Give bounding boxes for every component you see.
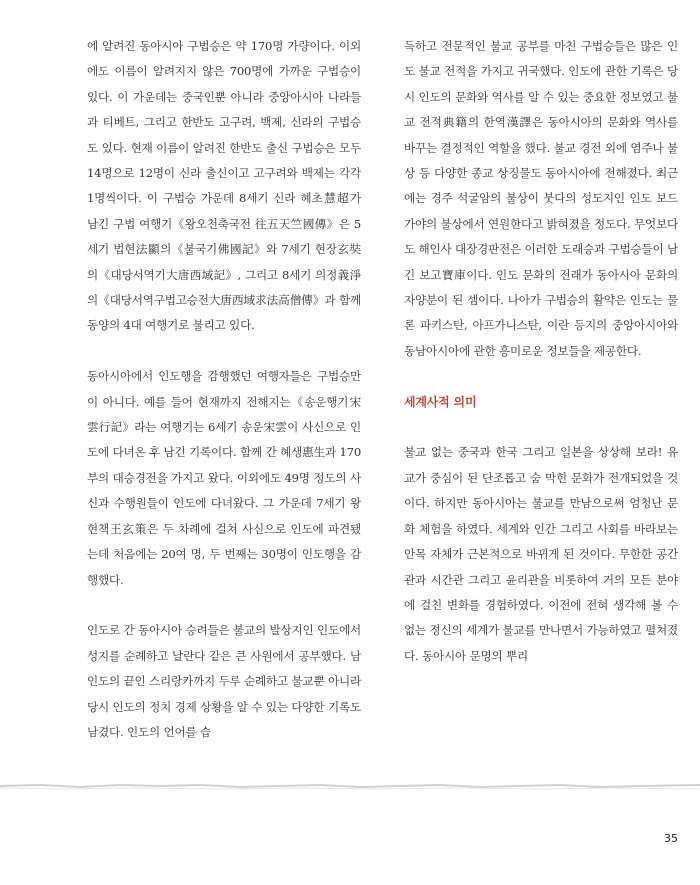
right-paragraph-1: 득하고 전문적인 불교 공부를 마친 구법승들은 많은 인도 불교 전적을 가지고 귀국했다. 인도에 관한 기록은 당시 인도의 문화와 역사를 알 수 있는 중요한 정보였고 불교 전적典籍의 한역漢譯은 동아시아의 문화와 역사를 바꾸는 결정적인 역할을 했다. 불교 경전 외에 염주나 불상 등 다양한 종교 상징물도 동아시아에 전해졌다. 최근에는 경주 석굴암의 불상이 붓다의 성도지인 인도 보드가야의 불상에서 연원한다고 밝혀졌을 정도다. 무엇보다도 해인사 대장경판전은 이러한 도래승과 구법승들이 남긴 보고寶庫이다. 인도 문화의 전래가 동아시아 문화의 자양분이 된 셈이다. 나아가 구법승의 활약은 인도는 물론 파키스탄, 아프가니스탄, 이란 등지의 중앙아시아와 동남아시아에 관한 흥미로운 정보들을 제공한다. (404, 39, 678, 358)
page-number: 35 (664, 832, 678, 845)
right-section-paragraph: 불교 없는 중국과 한국 그리고 일본을 상상해 보라! 유교가 중심이 된 단조롭고 숨 막힌 문화가 전개되었을 것이다. 하지만 동아시아는 불교를 만남으로써 엄청난 문화 체험을 하였다. 세계와 인간 그리고 사회를 바라보는 안목 자체가 근본적으로 바뀌게 된 것이다. 무한한 공간관과 시간관 그리고 윤리관을 비롯하여 거의 모든 분야에 걸친 변화를 경험하였다. 이전에 전혀 생각해 볼 수 없는 정신의 세계가 불교를 만나면서 가능하였고 펼쳐졌다. 동아시아 문명의 뿌리 (404, 445, 678, 663)
right-text-column (404, 34, 678, 669)
left-paragraph-2: 동아시아에서 인도행을 감행했던 여행자들은 구법승만이 아니다. 예를 들어 현재까지 전해지는《송운행기宋雲行記》라는 여행기는 6세기 송운宋雲이 사신으로 인도에 다녀온 후 남긴 기록이다. 함께 간 혜생惠生과 170부의 대승경전을 가지고 왔다. 이외에도 49명 정도의 사신과 수행원들이 인도에 다녀왔다. 그 가운데 7세기 왕현책王玄策은 두 차례에 걸쳐 사신으로 인도에 파견됐는데 처음에는 20여 명, 두 번째는 30명이 인도행을 감행했다. (87, 369, 361, 587)
left-paragraph-1: 에 알려진 동아시아 구법승은 약 170명 가량이다. 이외에도 이름이 알려지지 않은 700명에 가까운 구법승이 있다. 이 가운데는 중국인뿐 아니라 중앙아시아 나라들과 티베트, 그리고 한반도 고구려, 백제, 신라의 구법승도 있다. 현재 이름이 알려진 한반도 출신 구법승은 모두 14명으로 12명이 신라 출신이고 고구려와 백제는 각각 1명씩이다. 이 구법승 가운데 8세기 신라 혜초慧超가 남긴 구법 여행기《왕오천축국전 往五天竺國傳》은 5세기 법현法顯의《불국기佛國記》와 7세기 현장玄奘의《대당서역기大唐西域記》, 그리고 8세기 의정義淨의《대당서역구법고승전大唐西域求法高僧傳》과 함께 동양의 4대 여행기로 불리고 있다. (87, 39, 361, 333)
torn-paper-edge (0, 782, 700, 792)
section-heading: 세계사적 의미 (404, 394, 477, 409)
left-paragraph-3: 인도로 간 동아시아 승려들은 불교의 발상지인 인도에서 성지를 순례하고 날란다 같은 큰 사원에서 공부했다. 남인도의 끝인 스리랑카까지 두루 순례하고 불교뿐 아니라 당시 인도의 정치 경제 상황을 알 수 있는 다양한 기록도 남겼다. 인도의 언어를 습 (87, 623, 361, 739)
left-text-column (87, 34, 361, 745)
